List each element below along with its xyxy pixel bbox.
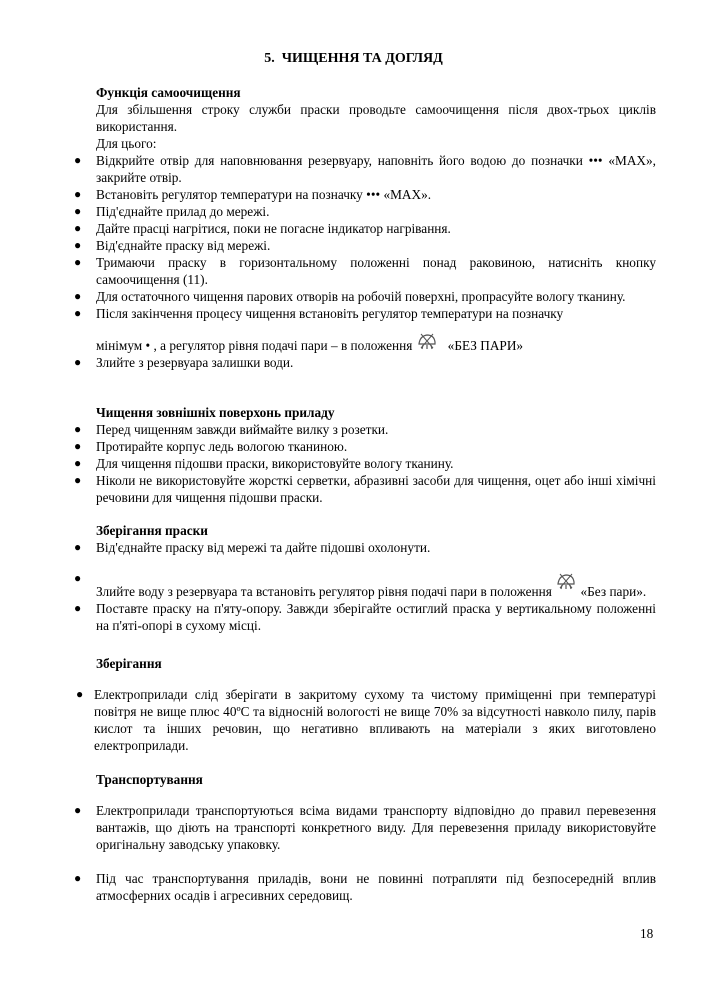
iron-storage-section	[74, 522, 656, 634]
bullet-icon: ●	[74, 456, 82, 470]
list-item: ● Від'єднайте праску від мережі та дайте підошві охолонути.	[74, 540, 431, 555]
bullet-icon: ●	[74, 439, 82, 453]
exterior-list	[74, 421, 656, 506]
transport-heading: Транспортування	[96, 772, 203, 787]
list-item: ● Перед чищенням завжди виймайте вилку з розетки.	[74, 422, 389, 437]
bullet-icon: ●	[74, 204, 82, 218]
list-item: ● Встановіть регулятор температури на позначку ••• «МАХ».	[74, 187, 432, 202]
list-item: ● Для остаточного чищення парових отворів на робочій поверхні, пропрасуйте вологу тканину.	[74, 289, 626, 304]
list-item: ● Злийте з резервуара залишки води.	[74, 355, 294, 370]
bullet-icon: ●	[74, 238, 82, 252]
bullet-icon: ●	[74, 601, 82, 615]
section-title: 5. ЧИЩЕННЯ ТА ДОГЛЯД	[264, 51, 443, 66]
storage-section	[76, 655, 656, 754]
list-item: ● Відкрийте отвір для наповнювання резервуару, наповніть його водою до позначки ••• «МАХ», закрийте отвір.	[74, 153, 656, 185]
no-steam-icon	[555, 570, 577, 592]
bullet-icon: ●	[74, 289, 82, 303]
list-item: ● Під час транспортування приладів, вони не повинні потрапляти під безпосередній вплив атмосферних осадів і агресивних середовищ.	[74, 871, 656, 903]
bullet-icon: ●	[74, 187, 82, 201]
bullet-icon: ●	[74, 422, 82, 436]
list-item: ● Від'єднайте праску від мережі.	[74, 238, 271, 253]
bullet-icon: ●	[74, 355, 82, 369]
list-item: ● Під'єднайте прилад до мережі.	[74, 204, 270, 219]
storage-heading: Зберігання	[96, 656, 162, 671]
bullet-icon: ●	[74, 153, 82, 167]
self-clean-list	[74, 152, 656, 371]
self-clean-heading: Функція самоочищення	[96, 85, 241, 100]
bullet-icon: ●	[74, 803, 82, 817]
bullet-icon: ●	[74, 571, 82, 585]
self-clean-section	[74, 84, 656, 371]
self-clean-intro2: Для цього:	[96, 136, 157, 151]
exterior-section	[74, 404, 656, 506]
list-item: ● Для чищення підошви праски, використовуйте вологу тканину.	[74, 456, 454, 471]
bullet-icon: ●	[74, 306, 82, 320]
storage-list	[76, 686, 656, 754]
iron-storage-list	[74, 539, 656, 634]
list-item: ● Ніколи не використовуйте жорсткі серветки, абразивні засоби для чищення, оцет або інші хімічні речовини для чищення підошви праски.	[74, 473, 656, 505]
bullet-icon: ●	[74, 473, 82, 487]
list-item: ● Дайте прасці нагрітися, поки не погасне індикатор нагрівання.	[74, 221, 451, 236]
transport-list	[74, 802, 656, 904]
list-item: ● Після закінчення процесу чищення встановіть регулятор температури на позначку мінімум • , а регулятор рівня подачі пари – в положення «БЕЗ ПАРИ»	[74, 306, 564, 353]
bullet-icon: ●	[74, 540, 82, 554]
list-item: ● Тримаючи праску в горизонтальному положенні понад раковиною, натисніть кнопку самоочищення (11).	[74, 255, 656, 287]
list-item: ● Електроприлади транспортуються всіма видами транспорту відповідно до правил перевезення вантажів, що діють на транспорті конкретного виду. Для перевезення приладу використовуйте оригінальну заводську упаковку.	[74, 803, 656, 852]
page-number: 18	[640, 926, 654, 941]
bullet-icon: ●	[74, 871, 82, 885]
bullet-icon: ●	[74, 255, 82, 269]
no-steam-icon	[416, 330, 438, 352]
bullet-icon: ●	[74, 221, 82, 235]
list-item: ● Поставте праску на п'яту-опору. Завжди зберігайте остиглий праска у вертикальному положенні на п'яті-опорі в сухому місці.	[74, 601, 656, 633]
bullet-icon: ●	[76, 687, 84, 701]
exterior-heading: Чищення зовнішніх поверхонь приладу	[96, 405, 335, 420]
list-item: ● Електроприлади слід зберігати в закритому сухому та чистому приміщенні при температурі повітря не вище плюс 40ºС та відносній вологості не вище 70% за відсутності навколо пилу, парів кислот та інших речовин, що негативно впливають на матеріали з яких виготовлено електроприлади.	[76, 687, 656, 753]
self-clean-intro: Для збільшення строку служби праски проводьте самоочищення після двох-трьох циклів використання.	[96, 102, 656, 134]
list-item: ● Злийте воду з резервуара та встановіть регулятор рівня подачі пари в положення «Без пари».	[74, 571, 647, 599]
list-item: ● Протирайте корпус ледь вологою тканиною.	[74, 439, 348, 454]
iron-storage-heading: Зберігання праски	[96, 523, 208, 538]
transport-section	[74, 771, 656, 904]
